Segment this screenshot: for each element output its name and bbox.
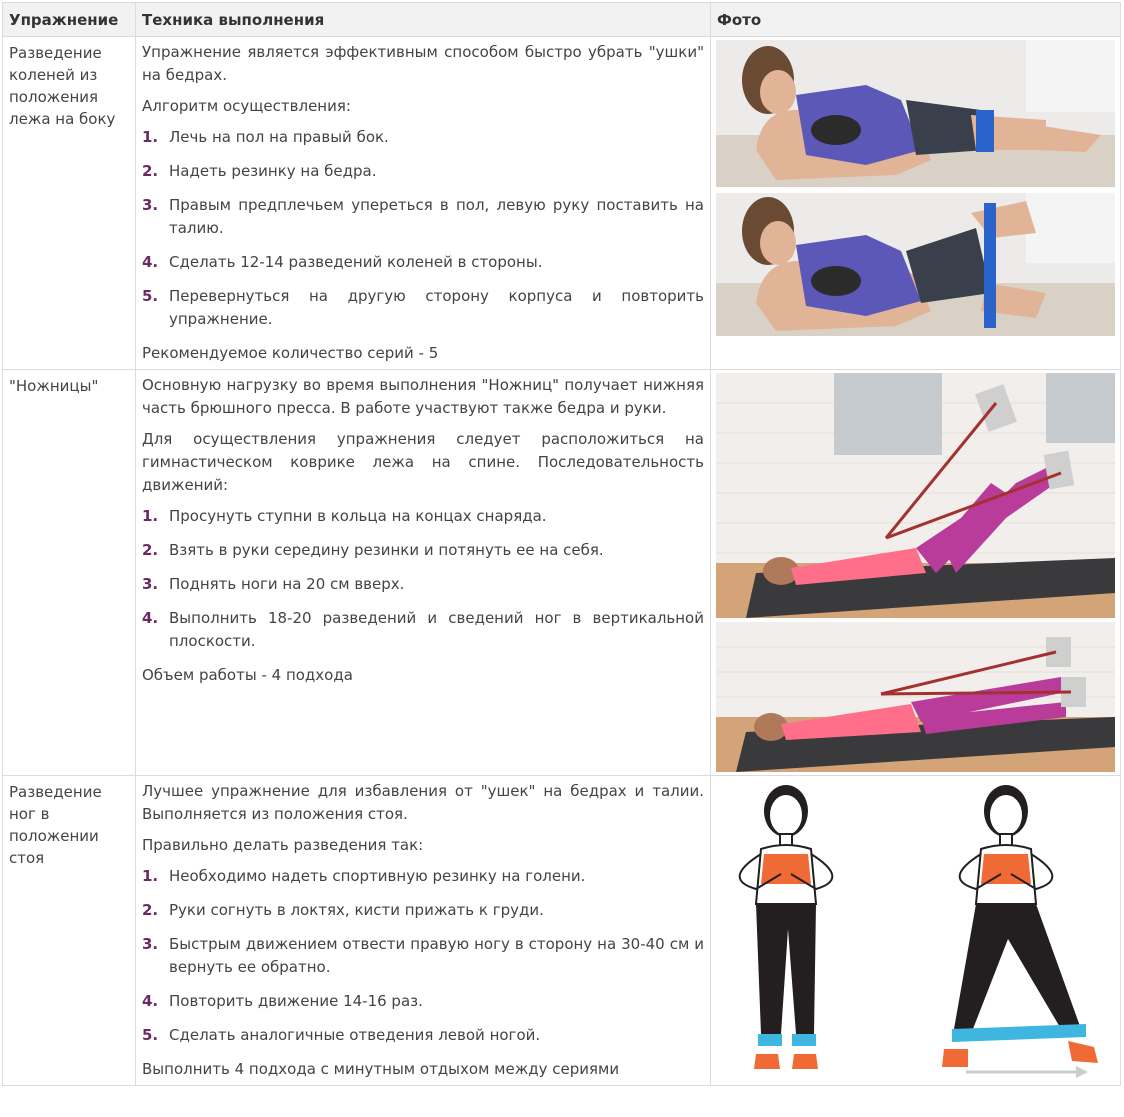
step-text: Надеть резинку на бедра. [169,162,377,180]
side-lying-knees-open-image [716,193,1115,336]
steps-list [142,865,704,1047]
outro-text: Рекомендуемое количество серий - 5 [142,344,439,362]
intro-text: Упражнение является эффективным способом быстро убрать "ушки" на бедрах. [142,43,704,84]
algorithm-label: Алгоритм осуществления: [142,97,351,115]
steps-list [142,126,704,331]
header-technique: Техника выполнения [136,3,711,37]
step-number: 1. [142,128,159,146]
list-item [142,285,704,331]
step-number: 2. [142,162,159,180]
list-item [142,126,704,149]
step-text: Сделать аналогичные отведения левой ногой. [169,1026,541,1044]
step-number: 5. [142,287,159,305]
list-item [142,899,704,922]
list-item [142,607,704,653]
list-item [142,933,704,979]
side-lying-knees-closed-image [716,40,1115,187]
technique-cell [136,776,711,1086]
photo-side-lying-1 [716,40,1115,187]
step-text: Взять в руки середину резинки и потянуть ее на себя. [169,541,604,559]
step-text: Правым предплечьем упереться в пол, левую руку поставить на талию. [169,196,704,237]
outro-text: Объем работы - 4 подхода [142,666,353,684]
photo-cell [711,370,1121,776]
scissors-legs-up-image [716,373,1115,618]
step-text: Необходимо надеть спортивную резинку на голени. [169,867,586,885]
technique-cell [136,37,711,370]
step-number: 4. [142,609,159,627]
scissors-legs-low-image [716,622,1115,772]
photo-cell [711,776,1121,1086]
photo-side-lying-2 [716,193,1115,336]
step-number: 2. [142,901,159,919]
step-number: 4. [142,992,159,1010]
photo-scissors-1 [716,373,1115,618]
step-number: 3. [142,935,159,953]
step-number: 2. [142,541,159,559]
photo-standing-illustration [716,779,1115,1079]
photo-scissors-2 [716,622,1115,772]
list-item [142,194,704,240]
intro-text: Основную нагрузку во время выполнения "Ножниц" получает нижняя часть брюшного пресса. В работе участвуют также бедра и руки. [142,376,704,417]
step-number: 4. [142,253,159,271]
step-text: Поднять ноги на 20 см вверх. [169,575,405,593]
step-number: 1. [142,867,159,885]
step-text: Выполнить 18-20 разведений и сведений ног в вертикальной плоскости. [169,609,704,650]
table-row [3,37,1121,370]
photo-cell [711,37,1121,370]
exercise-name: Разведение коленей из положения лежа на боку [3,37,136,370]
list-item [142,865,704,888]
header-photo: Фото [711,3,1121,37]
step-number: 1. [142,507,159,525]
step-text: Руки согнуть в локтях, кисти прижать к груди. [169,901,544,919]
step-text: Лечь на пол на правый бок. [169,128,389,146]
algorithm-label: Правильно делать разведения так: [142,836,424,854]
step-text: Повторить движение 14-16 раз. [169,992,423,1010]
list-item [142,573,704,596]
step-text: Быстрым движением отвести правую ногу в сторону на 30-40 см и вернуть ее обратно. [169,935,704,976]
technique-cell [136,370,711,776]
table-row [3,776,1121,1086]
table-row [3,370,1121,776]
header-exercise: Упражнение [3,3,136,37]
table-header-row [3,3,1121,37]
list-item [142,1024,704,1047]
exercise-table [2,2,1121,1086]
list-item [142,539,704,562]
outro-text: Выполнить 4 подхода с минутным отдыхом между сериями [142,1060,620,1078]
list-item [142,505,704,528]
step-number: 5. [142,1026,159,1044]
step-text: Просунуть ступни в кольца на концах снаряда. [169,507,547,525]
step-number: 3. [142,575,159,593]
step-number: 3. [142,196,159,214]
standing-leg-abduction-illustration [716,779,1115,1079]
list-item [142,251,704,274]
algorithm-label: Для осуществления упражнения следует расположиться на гимнастическом коврике лежа на спине. Последовательность движений: [142,430,704,494]
list-item [142,160,704,183]
step-text: Перевернуться на другую сторону корпуса и повторить упражнение. [169,287,704,328]
intro-text: Лучшее упражнение для избавления от "ушек" на бедрах и талии. Выполняется из положения стоя. [142,782,704,823]
steps-list [142,505,704,653]
exercise-name: "Ножницы" [3,370,136,776]
exercise-name: Разведение ног в положении стоя [3,776,136,1086]
step-text: Сделать 12-14 разведений коленей в стороны. [169,253,543,271]
list-item [142,990,704,1013]
